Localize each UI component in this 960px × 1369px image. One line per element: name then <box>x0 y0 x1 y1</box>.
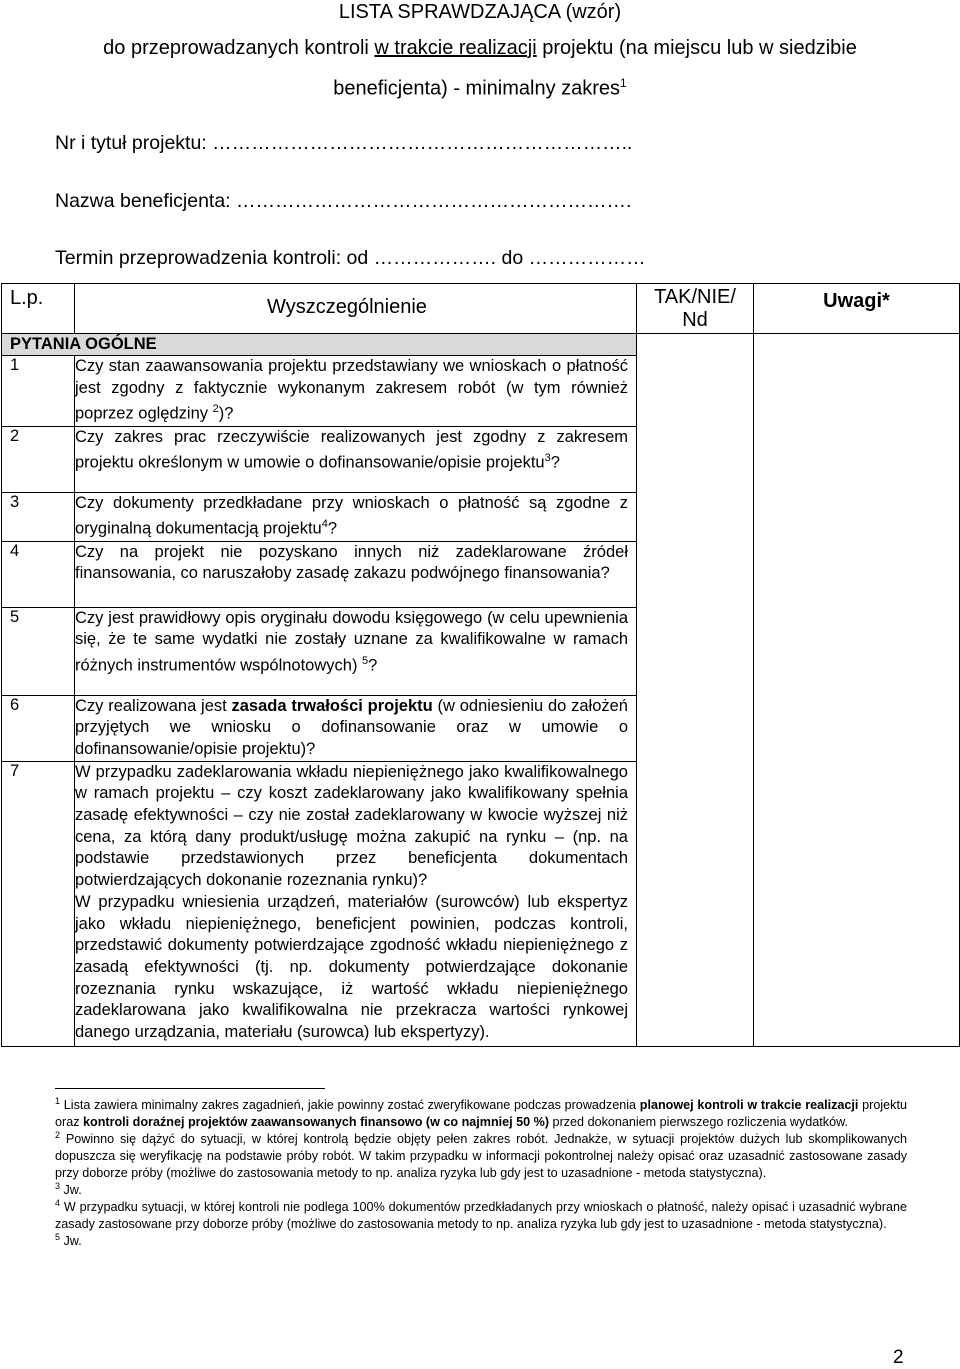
footnote-1 <box>55 1097 907 1131</box>
footnote-ref: 2 <box>212 403 219 416</box>
question-body: Czy stan zaawansowania projektu przedstawiany we wnioskach o płatność jest zgodny z faktycznie wykonanym zakresem robót (w tym również poprzez oględziny <box>75 357 628 423</box>
footnote-text: przed dokonaniem pierwszego rozliczenia wydatków. <box>549 1115 848 1129</box>
question-paragraph-2: W przypadku wniesienia urządzeń, materiałów (surowców) lub ekspertyz jako wkładu niepieniężnego, beneficjent powinien, podczas kontroli, przedstawić dokumenty potwierdzające zgodność wkładu niepieniężnego z zasadą efektywności (tj. np. dokumenty potwierdzające dokonanie rozeznania rynku wskazujące, iż wartość wkładu niepieniężnego zadeklarowana jako kwalifikowalna nie przekracza wartości rynkowej danego urządzania, materiału (surowca) lub ekspertyzy). <box>75 892 628 1042</box>
question-text <box>75 356 637 427</box>
uwagi-column[interactable] <box>754 334 960 1047</box>
footnote-number: 1 <box>55 1095 61 1106</box>
row-number: 1 <box>2 356 75 427</box>
footnote-2 <box>55 1131 907 1182</box>
footnote-ref: 3 <box>544 452 551 465</box>
control-term-field[interactable] <box>55 246 646 270</box>
subtitle-text: do przeprowadzanych kontroli <box>103 37 375 59</box>
question-body: Czy na projekt nie pozyskano innych niż zadeklarowane źródeł finansowania, co naruszałoby zasadę zakazu podwójnego finansowania? <box>75 542 628 583</box>
beneficiary-field[interactable]: Nazwa beneficjenta: ……………………………………………………. <box>55 190 632 212</box>
footnote-4 <box>55 1199 907 1233</box>
question-body: Czy zakres prac rzeczywiście realizowanych jest zgodny z zakresem projektu określonym w umowie o dofinansowanie/opisie projektu <box>75 427 628 472</box>
page-number: 2 <box>893 1347 904 1368</box>
question-text <box>75 695 637 761</box>
footnote-3 <box>55 1182 907 1199</box>
term-to: do ……………… <box>496 247 646 269</box>
document-title: LISTA SPRAWDZAJĄCA (wzór) <box>338 1 622 23</box>
question-body: Czy jest prawidłowy opis oryginału dowodu księgowego (w celu upewnienia się, że te same wydatki nie zostały uznane za kwalifikowalne w ramach różnych instrumentów wspólnotowych) <box>75 608 628 675</box>
col-header-spec: Wyszczególnienie <box>75 284 637 334</box>
question-tail: (w odniesieniu do założeń przyjętych we wniosku o dofinansowanie oraz w umowie o dofinansowanie/opisie projektu)? <box>75 696 628 758</box>
footnote-number: 5 <box>55 1231 61 1242</box>
question-body: Czy dokumenty przedkładane przy wnioskach o płatność są zgodne z oryginalną dokumentacją projektu <box>75 493 628 538</box>
row-number: 6 <box>2 695 75 761</box>
term-from: Termin przeprowadzenia kontroli: od ………………. <box>55 247 497 269</box>
col-header-uwagi: Uwagi* <box>754 284 960 334</box>
col-header-tak-nie-nd <box>637 284 754 334</box>
footnote-ref: 5 <box>362 654 369 667</box>
subtitle-line2-text: beneficjenta) - minimalny zakres <box>333 77 621 100</box>
row-number: 3 <box>2 492 75 541</box>
question-tail: ? <box>327 519 338 538</box>
question-body: Czy realizowana jest <box>75 696 232 715</box>
col-header-lp: L.p. <box>2 284 75 334</box>
question-text <box>75 492 637 541</box>
col-header-tak-line1: TAK/NIE/ <box>654 286 736 308</box>
footnote-number: 2 <box>55 1129 61 1140</box>
footnote-ref: 1 <box>620 76 627 90</box>
row-number: 5 <box>2 607 75 695</box>
document-subtitle-line2 <box>0 71 960 101</box>
footnote-number: 4 <box>55 1197 61 1208</box>
question-text <box>75 426 637 492</box>
project-field[interactable]: Nr i tytuł projektu: ……………………………………………………….. <box>55 132 633 154</box>
footnote-text: Jw. <box>60 1234 82 1248</box>
question-tail: ? <box>550 453 560 472</box>
footnote-separator <box>55 1088 325 1089</box>
section-header: PYTANIA OGÓLNE <box>2 334 637 356</box>
footnote-text: projektu oraz <box>55 1098 907 1129</box>
question-paragraph-1: W przypadku zadeklarowania wkładu niepieniężnego jako kwalifikowalnego w ramach projektu – czy koszt zadeklarowany jako kwalifikowany spełnia zasadę efektywności – czy nie został zadeklarowany w kwocie wyższej niż cena, za którą dany produkt/usługę można zakupić na rynku – (np. na podstawie przedstawionych przez beneficjenta dokumentach potwierdzających dokonanie rozeznania rynku)? <box>75 762 628 890</box>
document-subtitle <box>0 36 960 60</box>
row-number: 7 <box>2 761 75 1046</box>
tak-nie-column[interactable] <box>637 334 754 1047</box>
subtitle-text-end: projektu (na miejscu lub w siedzibie <box>536 37 857 59</box>
footnotes <box>55 1097 907 1250</box>
footnote-text: Lista zawiera minimalny zakres zagadnień, jakie powinny zostać zweryfikowane podczas prowadzenia <box>60 1098 640 1112</box>
footnote-number: 3 <box>55 1180 61 1191</box>
question-text <box>75 607 637 695</box>
footnote-bold: kontroli doraźnej projektów zaawansowanych finansowo (w co najmniej 50 %) <box>83 1115 550 1129</box>
question-text <box>75 761 637 1046</box>
footnote-text: Jw. <box>60 1183 82 1197</box>
question-bold: zasada trwałości projektu <box>231 696 433 715</box>
footnote-bold: planowej kontroli w trakcie realizacji <box>639 1098 859 1112</box>
row-number: 4 <box>2 541 75 607</box>
question-text <box>75 541 637 607</box>
subtitle-underlined: w trakcie realizacji <box>374 37 537 59</box>
col-header-tak-line2: Nd <box>682 309 708 331</box>
footnote-text: Powinno się dążyć do sytuacji, w której kontrolą będzie objęty pełen zakres robót. Jednakże, w sytuacji projektów dużych lub skomplikowanych dopuszcza się weryfikację na podstawie próby robót. W takim przypadku w informacji pokontrolnej należy opisać oraz uzasadnić zastosowane zasady przy doborze próby (możliwe do zastosowania metody to np. analiza ryzyka lub gdy jest to uzasadnione - metoda statystyczna). <box>55 1132 907 1180</box>
footnote-5 <box>55 1233 907 1250</box>
footnote-text: W przypadku sytuacji, w której kontroli nie podlega 100% dokumentów przedkładanych przy wnioskach o płatność, należy opisać i uzasadnić wybrane zasady zastosowane przy doborze próby (możliwe do zastosowania metody to np. analiza ryzyka lub gdy jest to uzasadnione - metoda statystyczna). <box>55 1200 907 1231</box>
checklist-table <box>1 283 960 1047</box>
question-tail: ? <box>368 656 378 675</box>
row-number: 2 <box>2 426 75 492</box>
question-tail: )? <box>218 404 234 423</box>
footnote-ref: 4 <box>321 518 328 531</box>
